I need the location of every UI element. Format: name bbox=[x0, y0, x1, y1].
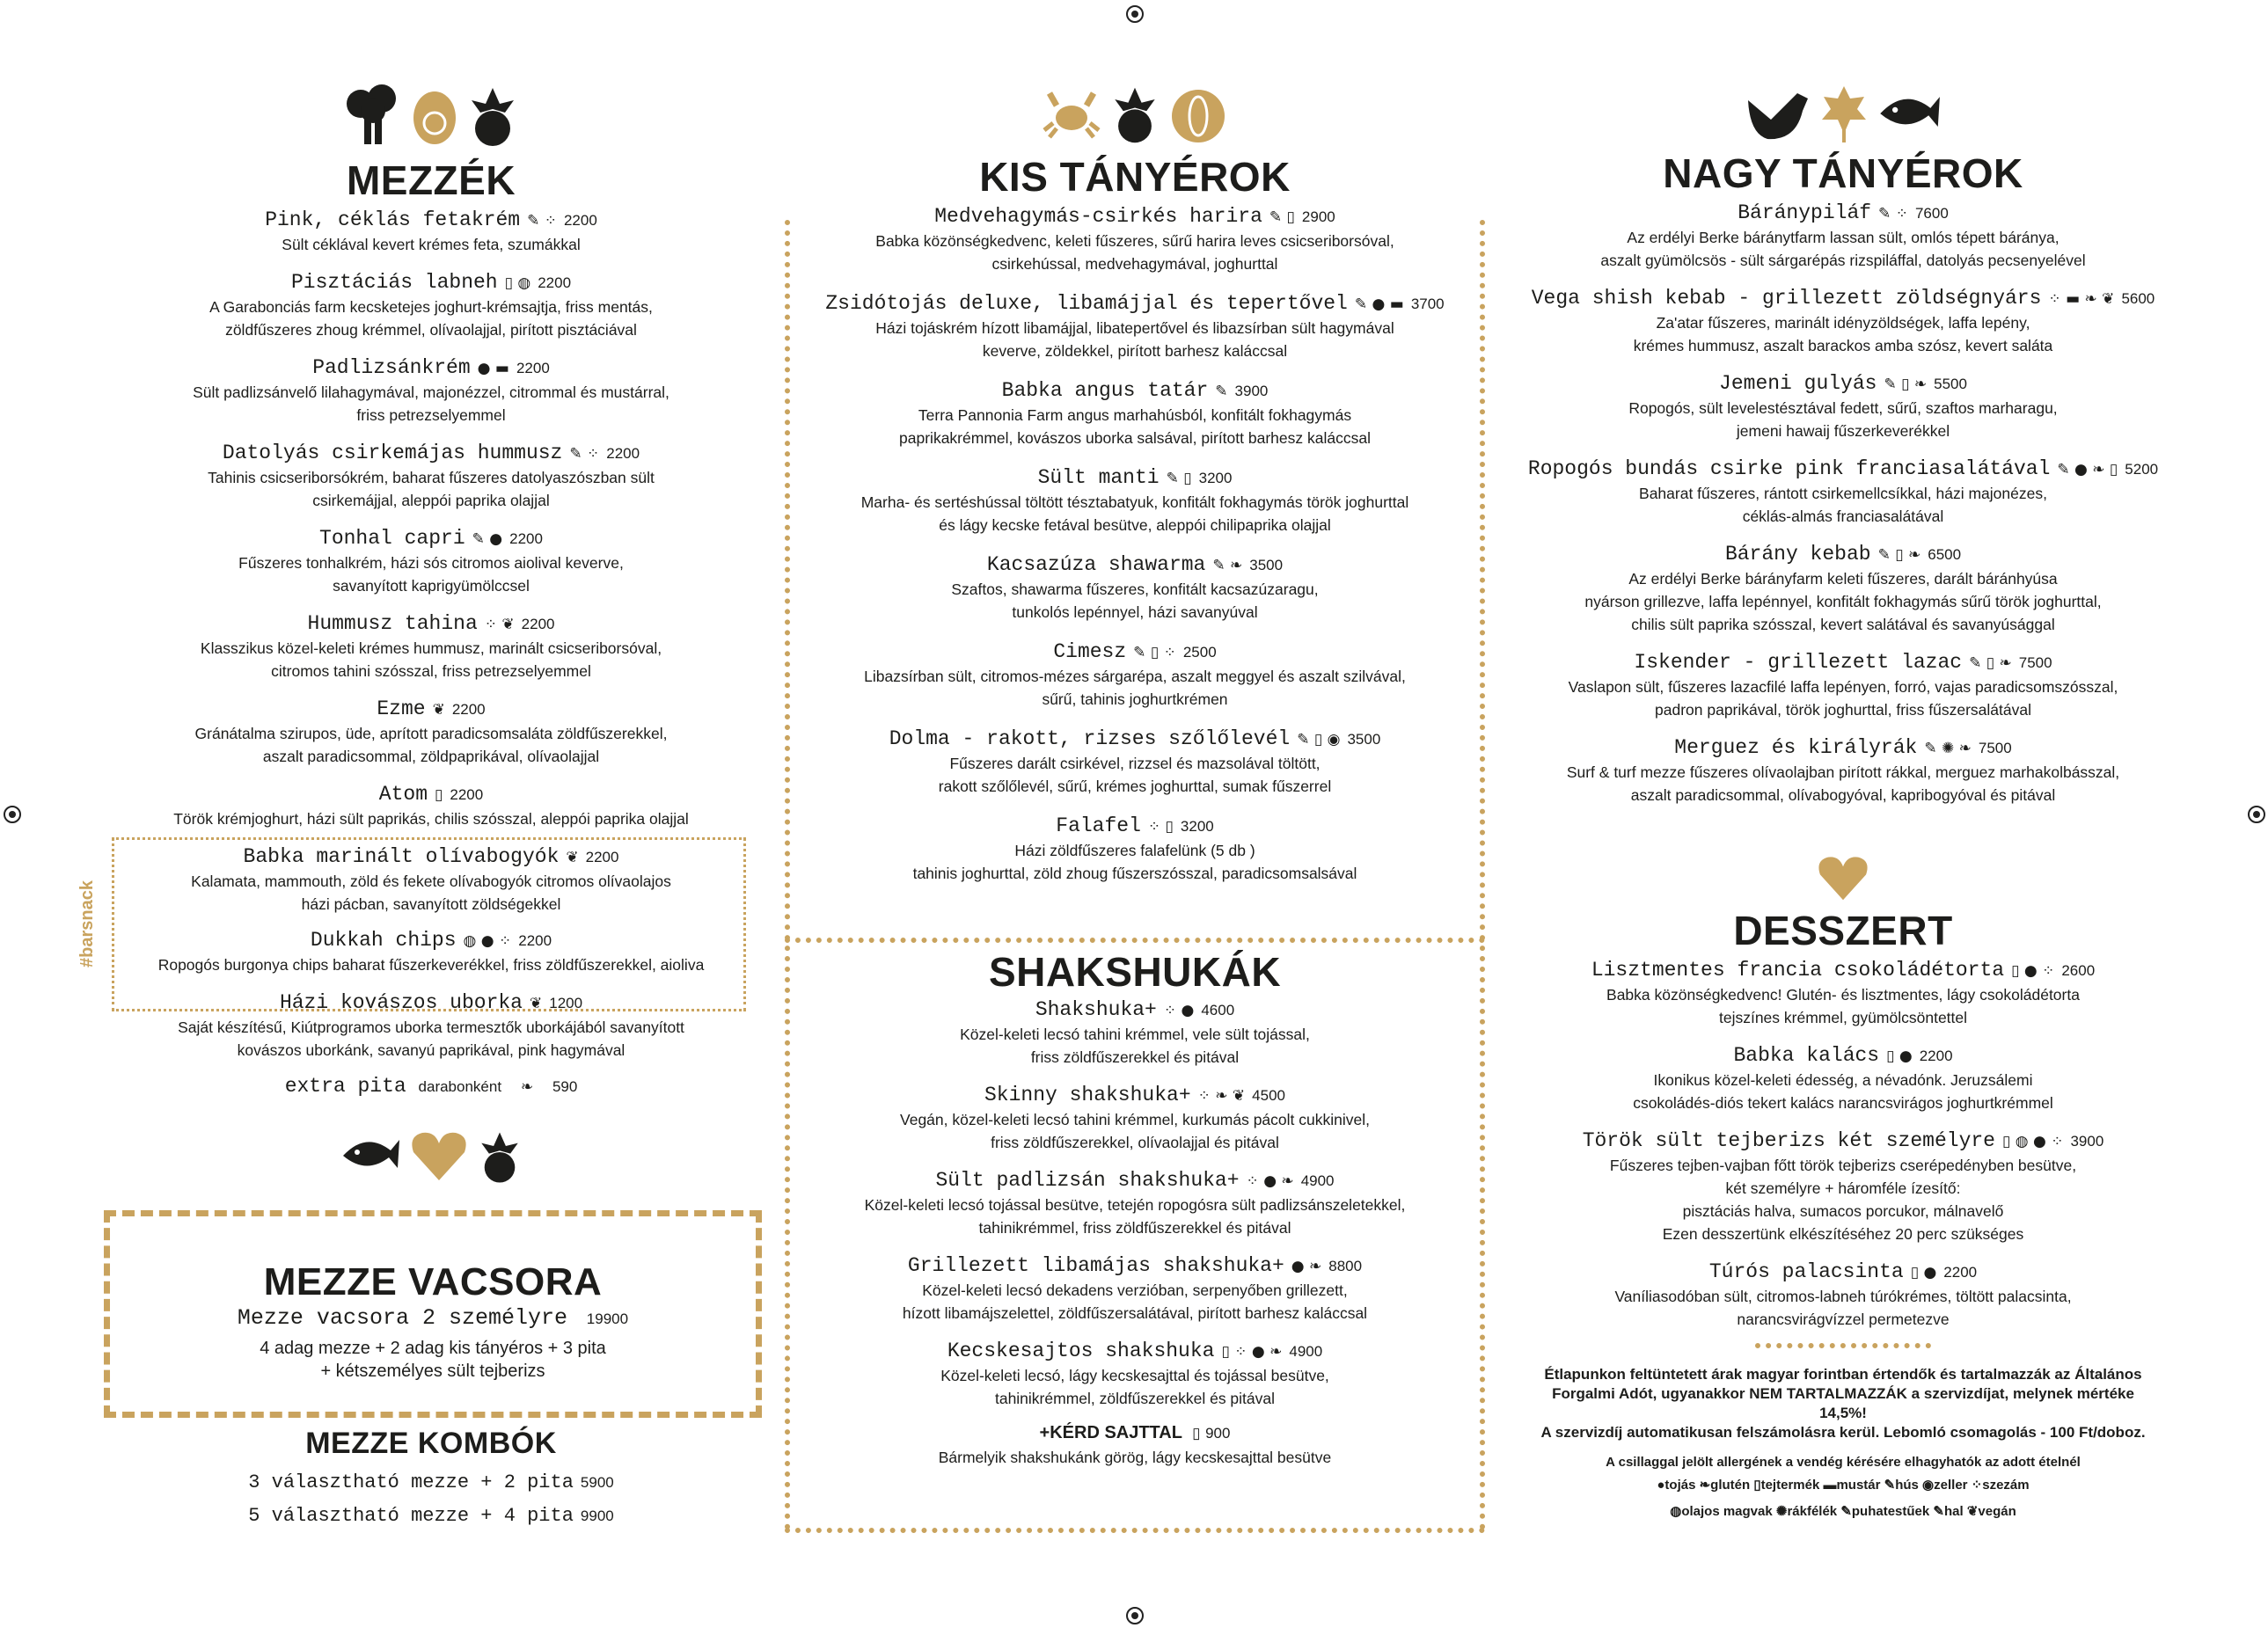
desszert-list bbox=[1526, 958, 2160, 1331]
menu-item-price: 2200 bbox=[1919, 1048, 1953, 1064]
menu-item bbox=[1526, 371, 2160, 442]
menu-item-price: 2200 bbox=[538, 274, 572, 291]
menu-item bbox=[114, 526, 748, 597]
menu-item-line bbox=[114, 441, 748, 466]
kis-title: KIS TÁNYÉROK bbox=[979, 154, 1291, 200]
menu-item-price: 2500 bbox=[1182, 644, 1217, 661]
heart-icon bbox=[1817, 854, 1869, 902]
menu-item bbox=[787, 1083, 1482, 1154]
menu-item-name: Lisztmentes francia csokoládétorta bbox=[1591, 959, 2005, 982]
menu-item-price: 2200 bbox=[509, 530, 543, 547]
menu-item-price: 2200 bbox=[516, 360, 550, 376]
menu-item-line bbox=[114, 697, 748, 722]
menu-item-name: Babka angus tatár bbox=[1001, 379, 1209, 402]
allergen-icons: ⁘ ❧ ❦ bbox=[1197, 1087, 1246, 1105]
menu-item bbox=[787, 1253, 1482, 1325]
menu-item-price: 3500 bbox=[1347, 731, 1381, 748]
menu-item-description: Saját készítésű, Kiútprogramos uborka termesztők uborkájából savanyított kovászos uborkánk, savanyú paprikával, pink hagymával bbox=[178, 1018, 684, 1059]
menu-item bbox=[787, 552, 1482, 624]
menu-item-description: Az erdélyi Berke báránytfarm lassan sült, omlós tépett báránya, aszalt gyümölcsös - sült sárgarépás rizspiláffal, datolyás pecsenyelével bbox=[1600, 229, 2086, 269]
menu-item-description: Közel-keleti lecsó tahini krémmel, vele sült tojással, friss zöldfűszerekkel és pitával bbox=[960, 1026, 1310, 1066]
menu-item-description: Libazsírban sült, citromos-mézes sárgarépa, aszalt meggyel és aszalt szilvával, sűrű, tahinis joghurtkrémen bbox=[864, 668, 1406, 708]
menu-item-line bbox=[787, 1083, 1482, 1108]
menu-item-description: A Garabonciás farm kecsketejes joghurt-krémsajtja, friss mentás, zöldfűszeres zhoug krémmel, olívaolajjal, pirított pisztáciával bbox=[209, 298, 653, 339]
allergen-icons: ▯ ⁘ ● ❧ bbox=[1221, 1343, 1283, 1361]
menu-item-name: Sült manti bbox=[1037, 466, 1160, 489]
allergen-icons: ✎ ▯ bbox=[1269, 208, 1295, 226]
nagy-title: NAGY TÁNYÉROK bbox=[1663, 150, 2023, 196]
menu-item-line bbox=[787, 204, 1482, 230]
menu-item bbox=[787, 1339, 1482, 1410]
menu-item-description: Sült padlizsánvelő lilahagymával, majonézzel, citrommal és mustárral, friss petrezselyemmel bbox=[193, 383, 669, 424]
menu-item-price: 4900 bbox=[1300, 1172, 1335, 1189]
menu-item-line bbox=[787, 465, 1482, 491]
menu-item-line bbox=[787, 291, 1482, 317]
allergen-icons: ✎ ⁘ bbox=[527, 212, 557, 230]
combos-section bbox=[114, 1427, 748, 1533]
mezzek-list bbox=[114, 208, 748, 830]
menu-item bbox=[1526, 735, 2160, 807]
menu-item-name: Babka marinált olívabogyók bbox=[243, 845, 560, 868]
menu-item-name: Kecskesajtos shakshuka bbox=[947, 1340, 1215, 1362]
menu-item bbox=[114, 697, 748, 768]
price-note: Étlapunkon feltüntetett árak magyar forintban értendők és tartalmazzák az Általános Forgalmi Adót, ugyanakkor NEM TARTALMAZZÁK a szervizdíjat, melynek mértéke 14,5%! A szervizdíj automatikusan felszámolásra kerül. Lebomló csomagolás - 100 Ft/doboz. bbox=[1540, 1366, 2146, 1441]
menu-item-line bbox=[1526, 1128, 2160, 1154]
menu-item bbox=[114, 270, 748, 341]
barsnack-label: #barsnack bbox=[77, 880, 97, 967]
menu-item-line bbox=[787, 1253, 1482, 1279]
menu-item bbox=[787, 291, 1482, 362]
menu-item-description: Ropogós, sült levelestésztával fedett, sűrű, szaftos marharagu, jemeni hawaij fűszerkeverékkel bbox=[1628, 399, 2058, 440]
menu-item-line bbox=[114, 611, 748, 637]
allergen-icons: ✎ ⁘ bbox=[569, 445, 600, 463]
menu-item bbox=[114, 782, 748, 830]
allergen-icons: ✎ ▯ ❧ bbox=[1884, 376, 1928, 393]
mezzek-icons bbox=[114, 84, 748, 150]
menu-item-line bbox=[787, 552, 1482, 578]
menu-item-name: Shakshuka+ bbox=[1035, 998, 1157, 1021]
menu-item-price: 2200 bbox=[563, 212, 597, 229]
combo-price: 5900 bbox=[580, 1474, 614, 1491]
allergen-icons: ▯ ● ⁘ bbox=[2011, 962, 2055, 980]
menu-item-name: Dolma - rakott, rizses szőlőlevél bbox=[889, 727, 1291, 750]
allergen-icons: ❦ bbox=[432, 701, 445, 719]
allergen-icons: ❦ bbox=[529, 995, 543, 1012]
menu-item-price: 2900 bbox=[1301, 208, 1335, 225]
menu-item bbox=[114, 355, 748, 427]
extra-pita-note: darabonként bbox=[418, 1078, 502, 1095]
menu-item-price: 8800 bbox=[1328, 1258, 1363, 1274]
allergen-icons: ✎ ▯ ◉ bbox=[1297, 731, 1341, 748]
menu-item bbox=[1526, 1128, 2160, 1245]
allergen-icons: ✎ ▯ bbox=[1166, 470, 1192, 487]
beet-icon bbox=[477, 1129, 523, 1186]
menu-item-description: Ikonikus közel-keleti édesség, a névadónk. Jeruzsálemi csokoládés-diós tekert kalács narancsvirágos joghurtkrémmel bbox=[1633, 1071, 2053, 1112]
menu-item bbox=[1526, 650, 2160, 721]
menu-item-description: Surf & turf mezze fűszeres olívaolajban pirított rákkal, merguez marhakolbásszal, aszalt paradicsommal, olívabogyóval, kapribogyóval és pitával bbox=[1566, 763, 2120, 804]
menu-item-line bbox=[787, 997, 1482, 1023]
menu-item-description: Közel-keleti lecsó dekadens verzióban, serpenyőben grillezett, hízott libamájszelettel, zöldfűszersalátával, pirított barhesz kaláccsal bbox=[902, 1281, 1368, 1322]
allergen-icons: ▯ ● bbox=[1910, 1264, 1937, 1281]
menu-item-description: Marha- és sertéshússal töltött tésztabatyuk, konfitált fokhagymás török joghurttal és lágy kecske fetával besütve, aleppói chilipaprika olajjal bbox=[860, 493, 1409, 534]
menu-item-name: Ropogós bundás csirke pink franciasalátával bbox=[1527, 457, 2051, 480]
allergen-icons: ● ❧ bbox=[1291, 1258, 1322, 1275]
allergen-icons: ✎ ● ▬ bbox=[1354, 296, 1404, 313]
menu-item-name: Padlizsánkrém bbox=[312, 356, 471, 379]
menu-item-name: Kacsazúza shawarma bbox=[986, 553, 1206, 576]
menu-item-price: 2200 bbox=[518, 932, 552, 949]
allergen-icons: ✎ ▯ ❧ bbox=[1877, 546, 1921, 564]
allergen-icons: ⁘ ● bbox=[1163, 1002, 1195, 1019]
menu-item bbox=[787, 204, 1482, 275]
desszert-title: DESSZERT bbox=[1733, 908, 1953, 953]
fish-icon bbox=[1877, 84, 1942, 137]
menu-item-price: 6500 bbox=[1928, 546, 1962, 563]
menu-item-description: Vaslapon sült, fűszeres lazacfilé laffa lepényen, forró, vajas paradicsomszósszal, padron paprikával, török joghurttal, friss fűszersalátával bbox=[1568, 678, 2118, 719]
menu-item-line bbox=[1526, 1259, 2160, 1285]
allergen-legend-1: ●tojás ❧glutén ▯tejtermék ▬mustár ✎hús ◉zeller ⁘szezám bbox=[1657, 1478, 2030, 1493]
allergen-icons: ⁘ ● ❧ bbox=[1246, 1172, 1294, 1190]
menu-item-name: Dukkah chips bbox=[310, 929, 457, 952]
menu-item-description: Az erdélyi Berke bárányfarm keleti fűszeres, darált báránhyúsa nyárson grillezve, laffa lepénnyel, konfitált fokhagymás sűrű török joghurttal, chilis sült paprika szósszal, kevert salátával és savanyúsággal bbox=[1584, 570, 2102, 633]
shak-frame-bottom bbox=[785, 1528, 1485, 1533]
menu-item-name: Hummusz tahina bbox=[307, 612, 478, 635]
registration-mark-bottom bbox=[1126, 1607, 1144, 1624]
menu-item-price: 3900 bbox=[2070, 1133, 2104, 1150]
shak-extra-desc: Bármelyik shakshukánk görög, lágy kecskesajttal besütve bbox=[938, 1449, 1332, 1466]
menu-item bbox=[1526, 201, 2160, 272]
shak-list bbox=[787, 997, 1482, 1410]
menu-item-name: Babka kalács bbox=[1733, 1044, 1880, 1067]
menu-item-description: Babka közönségkedvenc! Glutén- és lisztmentes, lágy csokoládétorta tejszínes krémmel, gyümölcsöntettel bbox=[1606, 986, 2080, 1026]
menu-item-description: Babka közönségkedvenc, keleti fűszeres, sűrű harira leves csicseriborsóval, csirkehússal, medvehagymával, joghurttal bbox=[875, 232, 1394, 273]
menu-item-line bbox=[1526, 1043, 2160, 1069]
beet-icon bbox=[466, 84, 519, 150]
menu-item bbox=[114, 611, 748, 683]
menu-item-name: Jemeni gulyás bbox=[1719, 372, 1877, 395]
extra-pita-name: extra pita bbox=[284, 1075, 406, 1098]
dinner-title: MEZZE VACSORA bbox=[263, 1260, 603, 1303]
menu-item-line bbox=[1526, 650, 2160, 675]
allergen-icons: ✎ ▯ ⁘ bbox=[1133, 644, 1176, 661]
mezzek-title: MEZZÉK bbox=[346, 157, 516, 203]
menu-item-name: Tonhal capri bbox=[319, 527, 465, 550]
menu-item-description: Baharat fűszeres, rántott csirkemellcsíkkal, házi majonézes, céklás-almás franciasalátával bbox=[1639, 485, 2047, 525]
menu-item-description: Közel-keleti lecsó, lágy kecskesajttal és tojással besütve, tahinikrémmel, zöldfűszerekkel és pitával bbox=[940, 1367, 1329, 1407]
menu-item-price: 4500 bbox=[1252, 1087, 1285, 1104]
menu-item-description: Ropogós burgonya chips baharat fűszerkeverékkel, friss zöldfűszerekkel, aioliva bbox=[157, 956, 705, 974]
menu-item-line bbox=[114, 355, 748, 381]
menu-item-name: Iskender - grillezett lazac bbox=[1634, 651, 1963, 674]
shak-extra-allergens: ▯ bbox=[1192, 1425, 1201, 1442]
kis-column bbox=[787, 0, 1482, 1469]
menu-item-description: Közel-keleti lecsó tojással besütve, tetején ropogósra sült padlizsánszeletekkel, tahinikrémmel, friss zöldfűszerekkel és pitával bbox=[864, 1196, 1406, 1237]
menu-item-price: 2200 bbox=[450, 786, 484, 803]
menu-item bbox=[1526, 1259, 2160, 1331]
menu-item bbox=[787, 814, 1482, 885]
extra-pita bbox=[114, 1074, 748, 1099]
menu-item-name: Török sült tejberizs két személyre bbox=[1582, 1129, 1995, 1152]
menu-item-name: Túrós palacsinta bbox=[1708, 1260, 1904, 1283]
menu-item-price: 5200 bbox=[2125, 461, 2159, 478]
allergen-icons: ▯ ◍ ● ⁘ bbox=[2001, 1133, 2064, 1150]
egg-icon bbox=[412, 84, 457, 146]
allergen-note: A csillaggal jelölt allergének a vendég kérésére elhagyhatók az adott ételnél bbox=[1606, 1455, 2081, 1470]
nagy-column bbox=[1526, 0, 2160, 1525]
menu-item-description: Terra Pannonia Farm angus marhahúsból, konfitált fokhagymás paprikakrémmel, kovászos uborka salsával, pirított barhesz kaláccsal bbox=[899, 406, 1371, 447]
menu-item-price: 2200 bbox=[585, 849, 619, 865]
nagy-list bbox=[1526, 201, 2160, 807]
mezze-vacsora-box bbox=[104, 1210, 762, 1418]
allergen-icons: ⁘ ▯ bbox=[1147, 818, 1174, 836]
combo-text: 3 választható mezze + 2 pita bbox=[248, 1471, 574, 1493]
shak-title: SHAKSHUKÁK bbox=[988, 949, 1282, 995]
broccoli-icon bbox=[343, 84, 403, 146]
menu-item-description: Tahinis csicseriborsókrém, baharat fűszeres datolyaszószban sült csirkemájjal, aleppói paprika olajjal bbox=[208, 469, 655, 509]
menu-item-line bbox=[1526, 542, 2160, 567]
menu-item-name: Báránypiláf bbox=[1738, 201, 1872, 224]
combo-text: 5 választható mezze + 4 pita bbox=[248, 1505, 574, 1527]
menu-item-name: Házi kovászos uborka bbox=[279, 991, 523, 1014]
menu-item-line bbox=[1526, 456, 2160, 482]
menu-item-description: Sült céklával kevert krémes feta, szumákkal bbox=[282, 236, 581, 253]
leaf-icon bbox=[1820, 84, 1868, 142]
menu-item-price: 4600 bbox=[1201, 1002, 1235, 1018]
menu-item-name: Grillezett libamájas shakshuka+ bbox=[907, 1254, 1284, 1277]
allergen-icons: ❦ bbox=[566, 849, 579, 866]
menu-item bbox=[114, 441, 748, 512]
menu-item bbox=[787, 378, 1482, 449]
menu-item-price: 2200 bbox=[606, 445, 640, 462]
menu-item-description: Gránátalma szirupos, üde, aprított paradicsomsaláta zöldfűszerekkel, aszalt paradicsommal, zöldpaprikával, olívaolajjal bbox=[194, 725, 668, 765]
menu-item bbox=[1526, 542, 2160, 636]
desszert-icons bbox=[1526, 854, 2160, 902]
hen-icon bbox=[1745, 84, 1811, 142]
menu-item bbox=[114, 208, 748, 256]
menu-item bbox=[787, 639, 1482, 711]
combos-list bbox=[114, 1466, 748, 1533]
dinner-line1: 4 adag mezze + 2 adag kis tányéros + 3 pita bbox=[260, 1339, 606, 1358]
menu-item-price: 2600 bbox=[2061, 962, 2096, 979]
menu-item bbox=[1526, 1043, 2160, 1114]
heart-icon bbox=[410, 1129, 468, 1182]
menu-item-name: Sült padlizsán shakshuka+ bbox=[935, 1169, 1240, 1192]
menu-item-price: 5600 bbox=[2121, 290, 2155, 307]
menu-item-description: Fűszeres tejben-vajban főtt török tejberizs cserépedényben besütve, két személyre + háromféle ízesítő: pisztáciás halva, sumacos porcukor, málnavelő Ezen desszertünk elkészítéséhez 20 perc szükséges bbox=[1609, 1157, 2077, 1243]
menu-item-name: Falafel bbox=[1056, 814, 1141, 837]
menu-item-price: 5500 bbox=[1934, 376, 1967, 392]
menu-item bbox=[787, 1168, 1482, 1239]
menu-item bbox=[787, 465, 1482, 537]
allergen-icons: ✎ ✺ ❧ bbox=[1924, 740, 1972, 757]
menu-item-price: 2200 bbox=[521, 616, 555, 632]
menu-item-name: Zsidótojás deluxe, libamájjal és tepertővel bbox=[825, 292, 1348, 315]
menu-item bbox=[1526, 456, 2160, 528]
menu-item bbox=[787, 726, 1482, 798]
menu-item-line bbox=[1526, 286, 2160, 311]
menu-item-line bbox=[114, 526, 748, 551]
menu-item-name: Ezme bbox=[377, 697, 426, 720]
menu-item-price: 7500 bbox=[2018, 654, 2052, 671]
menu-item-description: Klasszikus közel-keleti krémes hummusz, marinált csicseriborsóval, citromos tahini szósszal, friss petrezselyemmel bbox=[200, 639, 662, 680]
menu-item-description: Házi zöldfűszeres falafelünk (5 db ) tahinis joghurttal, zöld zhoug fűszerszósszal, paradicsomsalsával bbox=[912, 842, 1357, 882]
kis-icons bbox=[787, 84, 1482, 146]
crab-icon bbox=[1043, 84, 1101, 142]
menu-item-price: 3700 bbox=[1410, 296, 1445, 312]
combo-item bbox=[114, 1466, 748, 1500]
menu-item-price: 2200 bbox=[1943, 1264, 1978, 1281]
menu-item-description: Fűszeres tonhalkrém, házi sós citromos aiolival keverve, savanyított kaprigyümölccsel bbox=[238, 554, 624, 595]
menu-item-name: Skinny shakshuka+ bbox=[984, 1084, 1191, 1106]
menu-item-price: 7600 bbox=[1914, 205, 1949, 222]
menu-item-price: 7500 bbox=[1978, 740, 2012, 756]
menu-item-name: Vega shish kebab - grillezett zöldségnyárs bbox=[1531, 287, 2042, 310]
extra-pita-price: 590 bbox=[552, 1078, 578, 1095]
pomegranate-icon bbox=[1169, 84, 1227, 144]
dinner-line2: + kétszemélyes sült tejberizs bbox=[320, 1362, 545, 1381]
allergen-icons: ✎ ❧ bbox=[1212, 557, 1243, 574]
menu-item-name: Pisztáciás labneh bbox=[290, 271, 498, 294]
menu-item-line bbox=[1526, 735, 2160, 761]
desszert-divider bbox=[1755, 1343, 1931, 1348]
menu-item-line bbox=[787, 1168, 1482, 1194]
menu-item-price: 3500 bbox=[1249, 557, 1284, 573]
menu-item-name: Datolyás csirkemájas hummusz bbox=[222, 442, 563, 464]
kis-list bbox=[787, 204, 1482, 885]
dinner-price: 19900 bbox=[586, 1310, 629, 1327]
fish-icon bbox=[340, 1129, 401, 1177]
menu-item-price: 2200 bbox=[451, 701, 486, 718]
beet-icon bbox=[1109, 84, 1160, 146]
menu-item-description: Vegán, közel-keleti lecsó tahini krémmel, kurkumás pácolt cukkinivel, friss zöldfűszerekkel, olívaolajjal és pitával bbox=[900, 1111, 1370, 1151]
nagy-icons bbox=[1526, 84, 2160, 142]
registration-mark-left bbox=[4, 806, 21, 823]
combo-item bbox=[114, 1500, 748, 1533]
menu-item-description: Kalamata, mammouth, zöld és fekete olívabogyók citromos olívaolajos házi pácban, savanyított zöldségekkel bbox=[191, 872, 671, 913]
menu-item-description: Szaftos, shawarma fűszeres, konfitált kacsazúzaragu, tunkolós lepénnyel, házi savanyúval bbox=[951, 580, 1319, 621]
extra-pita-allergens: ❧ bbox=[520, 1078, 534, 1096]
menu-item-name: Bárány kebab bbox=[1724, 543, 1871, 566]
shak-extra-name: +KÉRD SAJTTAL bbox=[1039, 1423, 1182, 1442]
menu-item-line bbox=[114, 782, 748, 807]
menu-item-name: Merguez és királyrák bbox=[1674, 736, 1918, 759]
allergen-icons: ✎ ⁘ bbox=[1878, 205, 1908, 223]
allergen-legend-2: ◍olajos magvak ✺rákfélék ✎puhatestűek ✎hal ❦vegán bbox=[1670, 1504, 2016, 1519]
menu-item-line bbox=[787, 378, 1482, 404]
menu-item-line bbox=[787, 639, 1482, 665]
menu-item-name: Medvehagymás-csirkés harira bbox=[934, 205, 1262, 228]
dinner-item bbox=[110, 1306, 756, 1332]
menu-item bbox=[1526, 958, 2160, 1029]
menu-item-description: Vaníliasodóban sült, citromos-labneh túrókrémes, töltött palacsinta, narancsvirágvízzel permetezve bbox=[1614, 1288, 2072, 1328]
allergen-icons: ✎ ● ❧ ▯ bbox=[2057, 461, 2118, 478]
menu-item-line bbox=[114, 270, 748, 296]
menu-item-line bbox=[114, 208, 748, 233]
allergen-icons: ◍ ● ⁘ bbox=[463, 932, 512, 950]
menu-item-price: 3900 bbox=[1234, 383, 1269, 399]
menu-item-line bbox=[787, 814, 1482, 839]
menu-item-name: Cimesz bbox=[1053, 640, 1127, 663]
menu-item-name: Atom bbox=[378, 783, 428, 806]
menu-item-price: 4900 bbox=[1289, 1343, 1323, 1360]
menu-item bbox=[787, 997, 1482, 1069]
allergen-icons: ▯ bbox=[435, 786, 443, 804]
menu-item-line bbox=[1526, 958, 2160, 983]
combos-title: MEZZE KOMBÓK bbox=[305, 1427, 557, 1460]
allergen-icons: ✎ ● bbox=[472, 530, 503, 548]
menu-item-line bbox=[787, 726, 1482, 752]
menu-item-name: Pink, céklás fetakrém bbox=[265, 208, 521, 231]
shak-extra-price: 900 bbox=[1205, 1425, 1231, 1442]
allergen-icons: ▯ ◍ bbox=[504, 274, 531, 292]
allergen-icons: ● ▬ bbox=[477, 360, 509, 377]
allergen-icons: ▯ ● bbox=[1886, 1048, 1913, 1065]
menu-item-description: Házi tojáskrém hízott libamájjal, libatepertővel és libazsírban sült hagymával keverve, zöldekkel, pirított barhesz kaláccsal bbox=[875, 319, 1394, 360]
menu-item-description: Fűszeres darált csirkével, rizzsel és mazsolával töltött, rakott szőlőlevél, sűrű, krémes joghurttal, sumak fűszerrel bbox=[938, 755, 1332, 795]
menu-item-line bbox=[787, 1339, 1482, 1364]
allergen-icons: ✎ ▯ ❧ bbox=[1969, 654, 2012, 672]
menu-item-price: 1200 bbox=[549, 995, 583, 1011]
menu-item-description: Za'atar fűszeres, marinált idényzöldségek, laffa lepény, krémes hummusz, aszalt barackos amba szósz, kevert saláta bbox=[1633, 314, 2053, 354]
shak-extra bbox=[787, 1420, 1482, 1469]
menu-item-description: Török krémjoghurt, házi sült paprikás, chilis szósszal, aleppói paprika olajjal bbox=[173, 810, 689, 828]
allergen-icons: ⁘ ❦ bbox=[484, 616, 515, 633]
menu-item-line bbox=[1526, 201, 2160, 226]
menu-item-price: 3200 bbox=[1180, 818, 1214, 835]
allergen-icons: ✎ bbox=[1215, 383, 1228, 400]
registration-mark-right bbox=[2248, 806, 2265, 823]
barsnack-frame bbox=[112, 837, 746, 1011]
menu-item-line bbox=[1526, 371, 2160, 397]
allergen-icons: ⁘ ▬ ❧ ❦ bbox=[2048, 290, 2115, 308]
dinner-icons bbox=[114, 1129, 748, 1186]
dinner-name: Mezze vacsora 2 személyre bbox=[237, 1305, 567, 1331]
menu-item-price: 3200 bbox=[1198, 470, 1233, 486]
menu-item bbox=[1526, 286, 2160, 357]
combo-price: 9900 bbox=[580, 1508, 614, 1524]
